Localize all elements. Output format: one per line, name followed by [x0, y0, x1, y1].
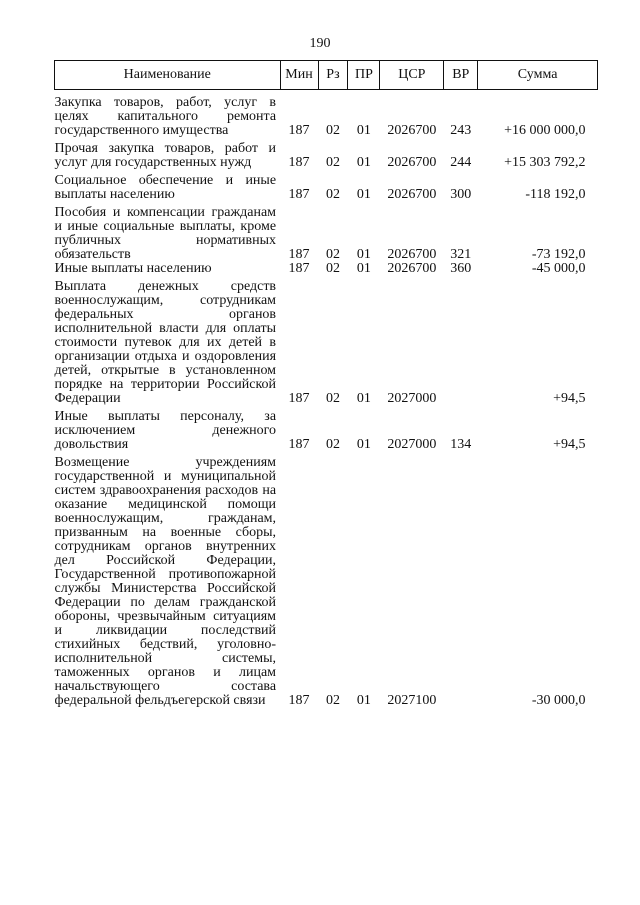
row-pr: 01 — [356, 247, 371, 262]
row-csr: 2027000 — [387, 391, 437, 406]
row-min: 187 — [288, 693, 310, 708]
row-pr: 01 — [356, 437, 371, 452]
row-rz: 02 — [325, 247, 340, 262]
table-row — [55, 174, 598, 206]
row-min: 187 — [288, 123, 310, 138]
header-rz: Рз — [318, 61, 348, 90]
row-vr — [444, 280, 478, 410]
row-min: 187 — [288, 247, 310, 262]
table-row — [55, 206, 598, 262]
row-rz: 02 — [325, 155, 340, 170]
row-name: Закупка товаров, работ, услуг в целях капитального ремонта государственного имущества — [54, 95, 277, 138]
row-pr: 01 — [356, 155, 371, 170]
row-min: 187 — [288, 261, 310, 276]
row-min: 187 — [288, 437, 310, 452]
row-min: 187 — [288, 187, 310, 202]
row-sum: +15 303 792,2 — [504, 155, 586, 170]
header-sum: Сумма — [478, 61, 598, 90]
row-csr: 2026700 — [387, 155, 437, 170]
row-rz: 02 — [325, 693, 340, 708]
row-sum: +94,5 — [553, 437, 586, 452]
row-name: Прочая закупка товаров, работ и услуг для государственных нужд — [54, 141, 277, 170]
row-rz: 02 — [325, 261, 340, 276]
row-csr: 2026700 — [387, 187, 437, 202]
row-csr: 2026700 — [387, 261, 437, 276]
row-sum: +94,5 — [553, 391, 586, 406]
row-rz: 02 — [325, 437, 340, 452]
row-rz: 02 — [325, 187, 340, 202]
table-row — [55, 456, 598, 708]
row-pr: 01 — [356, 693, 371, 708]
table-row — [55, 262, 598, 280]
row-vr: 244 — [450, 155, 472, 170]
budget-table — [54, 60, 598, 708]
header-name: Наименование — [55, 61, 281, 90]
row-sum: -73 192,0 — [531, 247, 586, 262]
row-vr: 360 — [450, 261, 472, 276]
page-number: 190 — [309, 36, 331, 51]
row-vr: 134 — [450, 437, 472, 452]
row-name: Социальное обеспечение и иные выплаты населению — [54, 173, 277, 202]
table-row — [55, 280, 598, 410]
table-row — [55, 90, 598, 143]
row-pr: 01 — [356, 391, 371, 406]
table-header-row — [55, 61, 598, 90]
row-pr: 01 — [356, 123, 371, 138]
row-min: 187 — [288, 391, 310, 406]
row-vr: 300 — [450, 187, 472, 202]
row-sum: -118 192,0 — [525, 187, 586, 202]
row-csr: 2027000 — [387, 437, 437, 452]
table-row — [55, 410, 598, 456]
header-vr: ВР — [444, 61, 478, 90]
row-csr: 2027100 — [387, 693, 437, 708]
row-vr — [444, 456, 478, 708]
row-rz: 02 — [325, 391, 340, 406]
row-pr: 01 — [356, 261, 371, 276]
row-name: Иные выплаты населению — [54, 261, 212, 276]
row-sum: +16 000 000,0 — [504, 123, 586, 138]
header-pr: ПР — [348, 61, 380, 90]
row-min: 187 — [288, 155, 310, 170]
row-rz: 02 — [325, 123, 340, 138]
header-min: Мин — [280, 61, 318, 90]
row-vr: 243 — [450, 123, 472, 138]
row-vr: 321 — [450, 247, 472, 262]
row-name: Иные выплаты персоналу, за исключением денежного довольствия — [54, 409, 277, 452]
row-name: Возмещение учреждениям государственной и муниципальной систем здравоохранения расходов на оказание медицинской помощи военнослужащим, гражданам, призванным на военные сборы, сотрудникам органов внутренних дел Российской Федерации, Государственной противопожарной службы Министерства Российской Федерации по делам гражданской обороны, чрезвычайным ситуациям и ликвидации последствий стихийных бедствий, уголовно-исполнительной системы, таможенных органов и лицам начальствующего состава федеральной фельдъегерской связи — [54, 455, 277, 708]
table-row — [55, 142, 598, 174]
row-sum: -30 000,0 — [531, 693, 586, 708]
row-pr: 01 — [356, 187, 371, 202]
row-csr: 2026700 — [387, 123, 437, 138]
header-csr: ЦСР — [380, 61, 444, 90]
row-name: Выплата денежных средств военнослужащим, сотрудникам федеральных органов исполнительной власти для оплаты стоимости путевок для их детей в организации отдыха и оздоровления детей, открытые в установленном порядке на территории Российской Федерации — [54, 279, 277, 406]
row-csr: 2026700 — [387, 247, 437, 262]
row-name: Пособия и компенсации гражданам и иные социальные выплаты, кроме публичных нормативных обязательств — [54, 205, 277, 262]
row-sum: -45 000,0 — [531, 261, 586, 276]
